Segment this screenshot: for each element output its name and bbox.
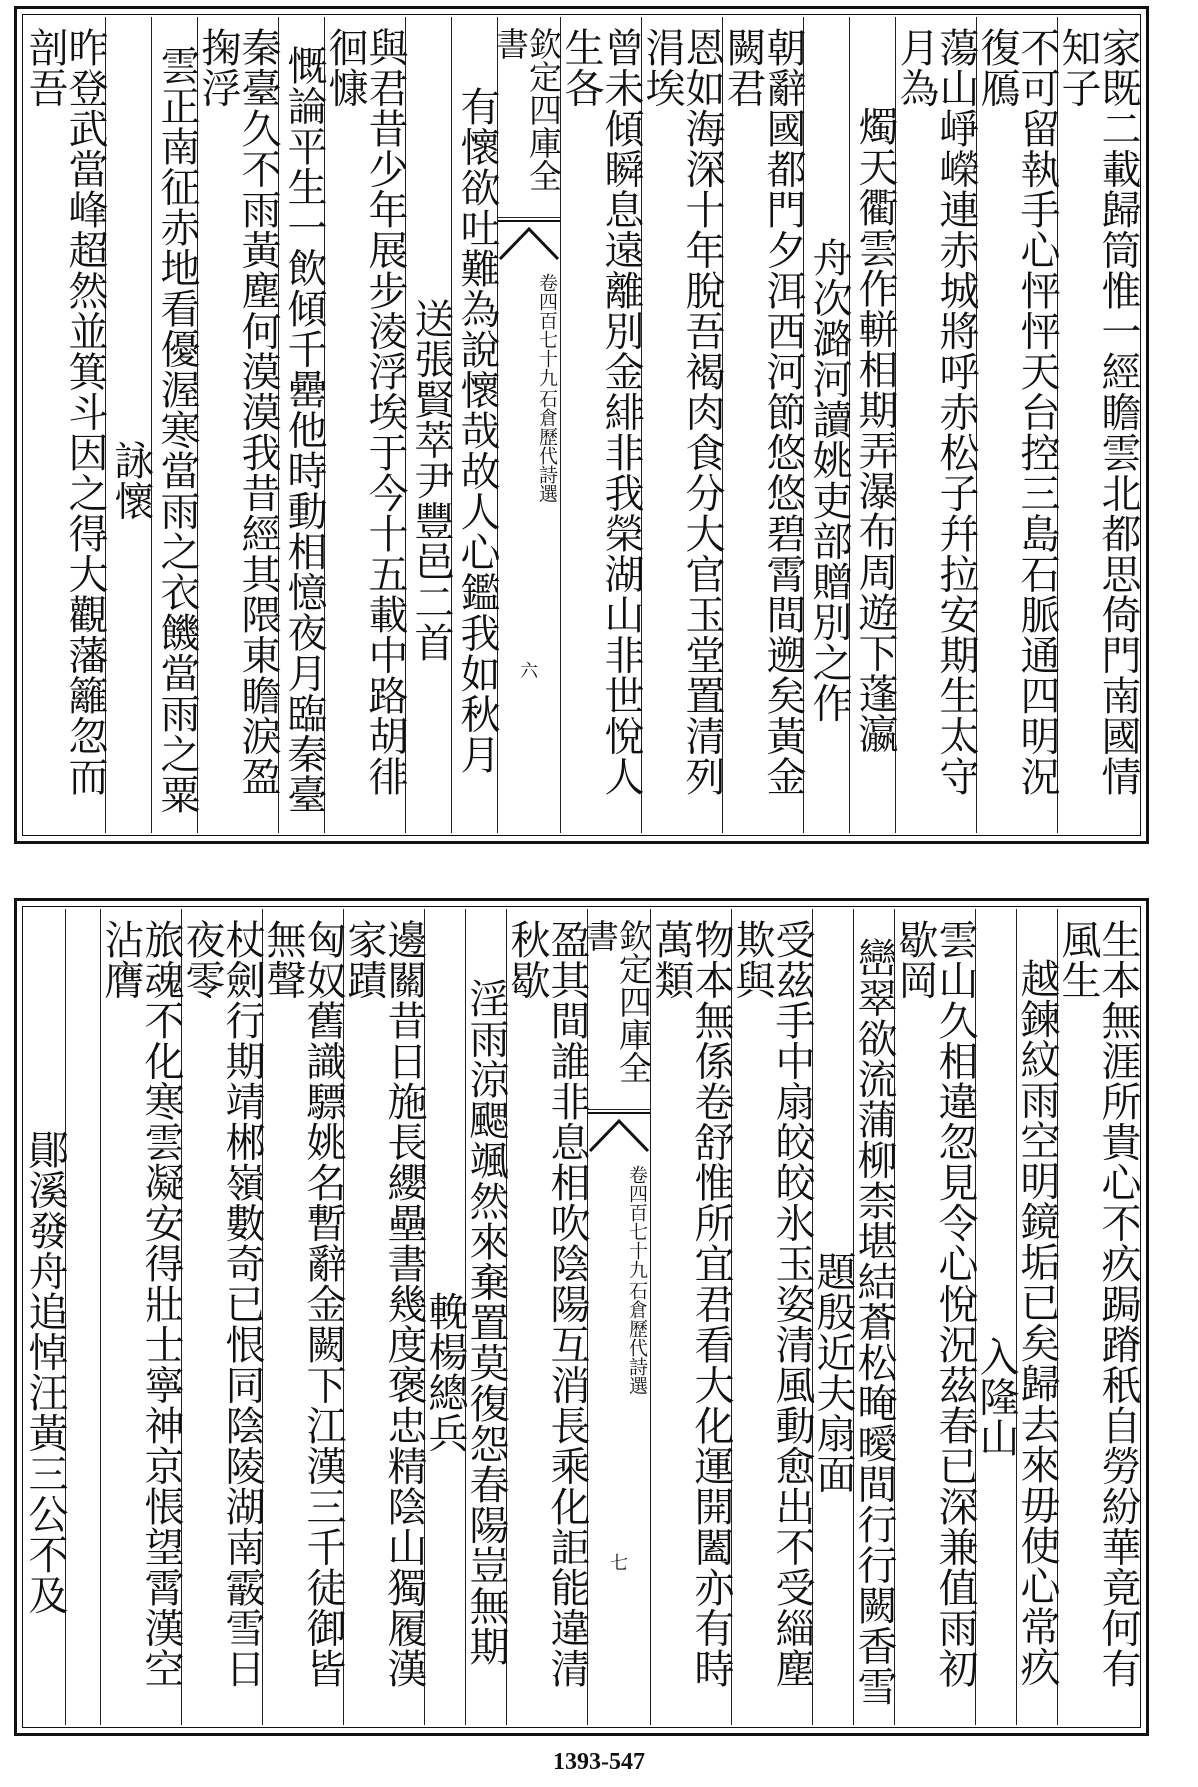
- text-column: 燭天衢雲作軿相期弄瀑布周遊下蓬瀛: [850, 17, 896, 833]
- text-column: 杖劍行期靖郴嶺數奇已恨同陰陵湖南霰雪日夜零: [182, 909, 263, 1725]
- center-fold-column: [581, 909, 653, 1725]
- text-column: 雲山久相違忽見令心悅況茲春已深兼值雨初歇岡: [895, 909, 976, 1725]
- text-column: 不可留執手心怦怦天台控三島石脈通四明況復鴈: [977, 17, 1058, 833]
- text-column: 雲正南征赤地看優渥寒當雨之衣饑當雨之粟: [152, 17, 198, 833]
- poem-title-column: 鄖溪發舟追悼汪黃三公不及: [25, 909, 66, 1725]
- lower-page: [14, 898, 1149, 1736]
- center-book-name: 石倉歷代詩選: [536, 389, 558, 503]
- text-column: 與君昔少年展步淩浮埃于今十五載中路胡徘徊慷: [325, 17, 406, 833]
- text-column: 旅魂不化寒雲凝安得壯士寧神京悵望霄漢空沾膺: [101, 909, 182, 1725]
- text-column: 蕩山崢嶸連赤城將呼赤松子幷拉安期生太守月為: [896, 17, 977, 833]
- text-column: 物本無係卷舒惟所宜君看大化運開闔亦有時萬類: [651, 909, 732, 1725]
- poem-title-column: 詠懷: [106, 17, 152, 833]
- text-column: 生本無涯所貴心不疚跼蹐秖自勞紛華竟何有風生: [1055, 919, 1141, 1689]
- center-book-title: 欽定四庫全書: [588, 919, 650, 1110]
- poem-title-column: 題殷近夫扇面: [813, 909, 854, 1725]
- center-book-name: 石倉歷代詩選: [626, 1281, 648, 1395]
- page-footer-number: 1393-547: [553, 1749, 645, 1775]
- poem-title-column: 輓楊總兵: [425, 909, 466, 1725]
- lower-page-columns: [22, 909, 1141, 1725]
- center-volume: 卷四百七十九: [626, 1165, 648, 1279]
- upper-page-columns: [22, 17, 1141, 833]
- center-volume: 卷四百七十九: [536, 273, 558, 387]
- center-info: [502, 273, 556, 503]
- poem-title-column: 入隆山: [976, 909, 1017, 1725]
- center-page-number: 七: [610, 1553, 628, 1574]
- text-column: 越鍊紋雨空明鏡垢已矣歸去來毋使心常疚: [1017, 909, 1058, 1725]
- text-column: 巒翠欲流蒲柳柰堪結蒼松晻曖間行行闕香雪: [854, 909, 895, 1725]
- text-column: 曾未傾瞬息遠離別金緋非我榮湖山非世悅人生各: [561, 17, 642, 833]
- text-column: 受茲手中扇皎皎氷玉姿清風動愈出不受緇塵欺與: [732, 909, 813, 1725]
- text-column: 家既二載歸筒惟一經瞻雲北都思倚門南國情知子: [1055, 27, 1141, 797]
- text-column: 邊關昔日施長纓壘書幾度褒忠精陰山獨履漢家蹟: [344, 909, 425, 1725]
- center-book-title: 欽定四庫全書: [498, 27, 560, 218]
- text-column: 有懷欲吐難為說懷哉故人心鑑我如秋月: [452, 17, 498, 833]
- text-column: 恩如海深十年脫吾褐肉食分大官玉堂置清列涓埃: [642, 17, 723, 833]
- center-page-number: 六: [520, 661, 538, 682]
- fish-tail-mark-icon: [498, 217, 560, 263]
- poem-title-column: 舟次潞河讀姚吏部贈別之作: [804, 17, 850, 833]
- center-info: [592, 1165, 646, 1395]
- text-column: 秦臺久不雨黃塵何漠漠我昔經其隈東瞻淚盈掬浮: [198, 17, 279, 833]
- text-column: 朝辭國都門夕洱西河節悠悠碧霄間遡矣黃金闕君: [723, 17, 804, 833]
- text-column: 盈其間誰非息相吹陰陽互消長乘化詎能違清秋歇: [507, 909, 588, 1725]
- upper-page: [14, 6, 1149, 844]
- poem-title-column: 送張賢萃尹豐邑二首: [406, 17, 452, 833]
- blank-column: [66, 909, 101, 1725]
- text-column: 匈奴舊識驃姚名暫辭金闕下江漢三千徒御皆無聲: [263, 909, 344, 1725]
- center-fold-column: [491, 17, 563, 833]
- text-column: 慨論平生一飲傾千罍他時動相憶夜月臨秦臺: [279, 17, 325, 833]
- fish-tail-mark-icon: [588, 1109, 650, 1155]
- text-column: 淫雨涼颸颯然來棄置莫復怨春陽豈無期: [466, 909, 507, 1725]
- text-column: 昨登武當峰超然並箕斗因之得大觀藩籬忽而剖吾: [25, 17, 106, 833]
